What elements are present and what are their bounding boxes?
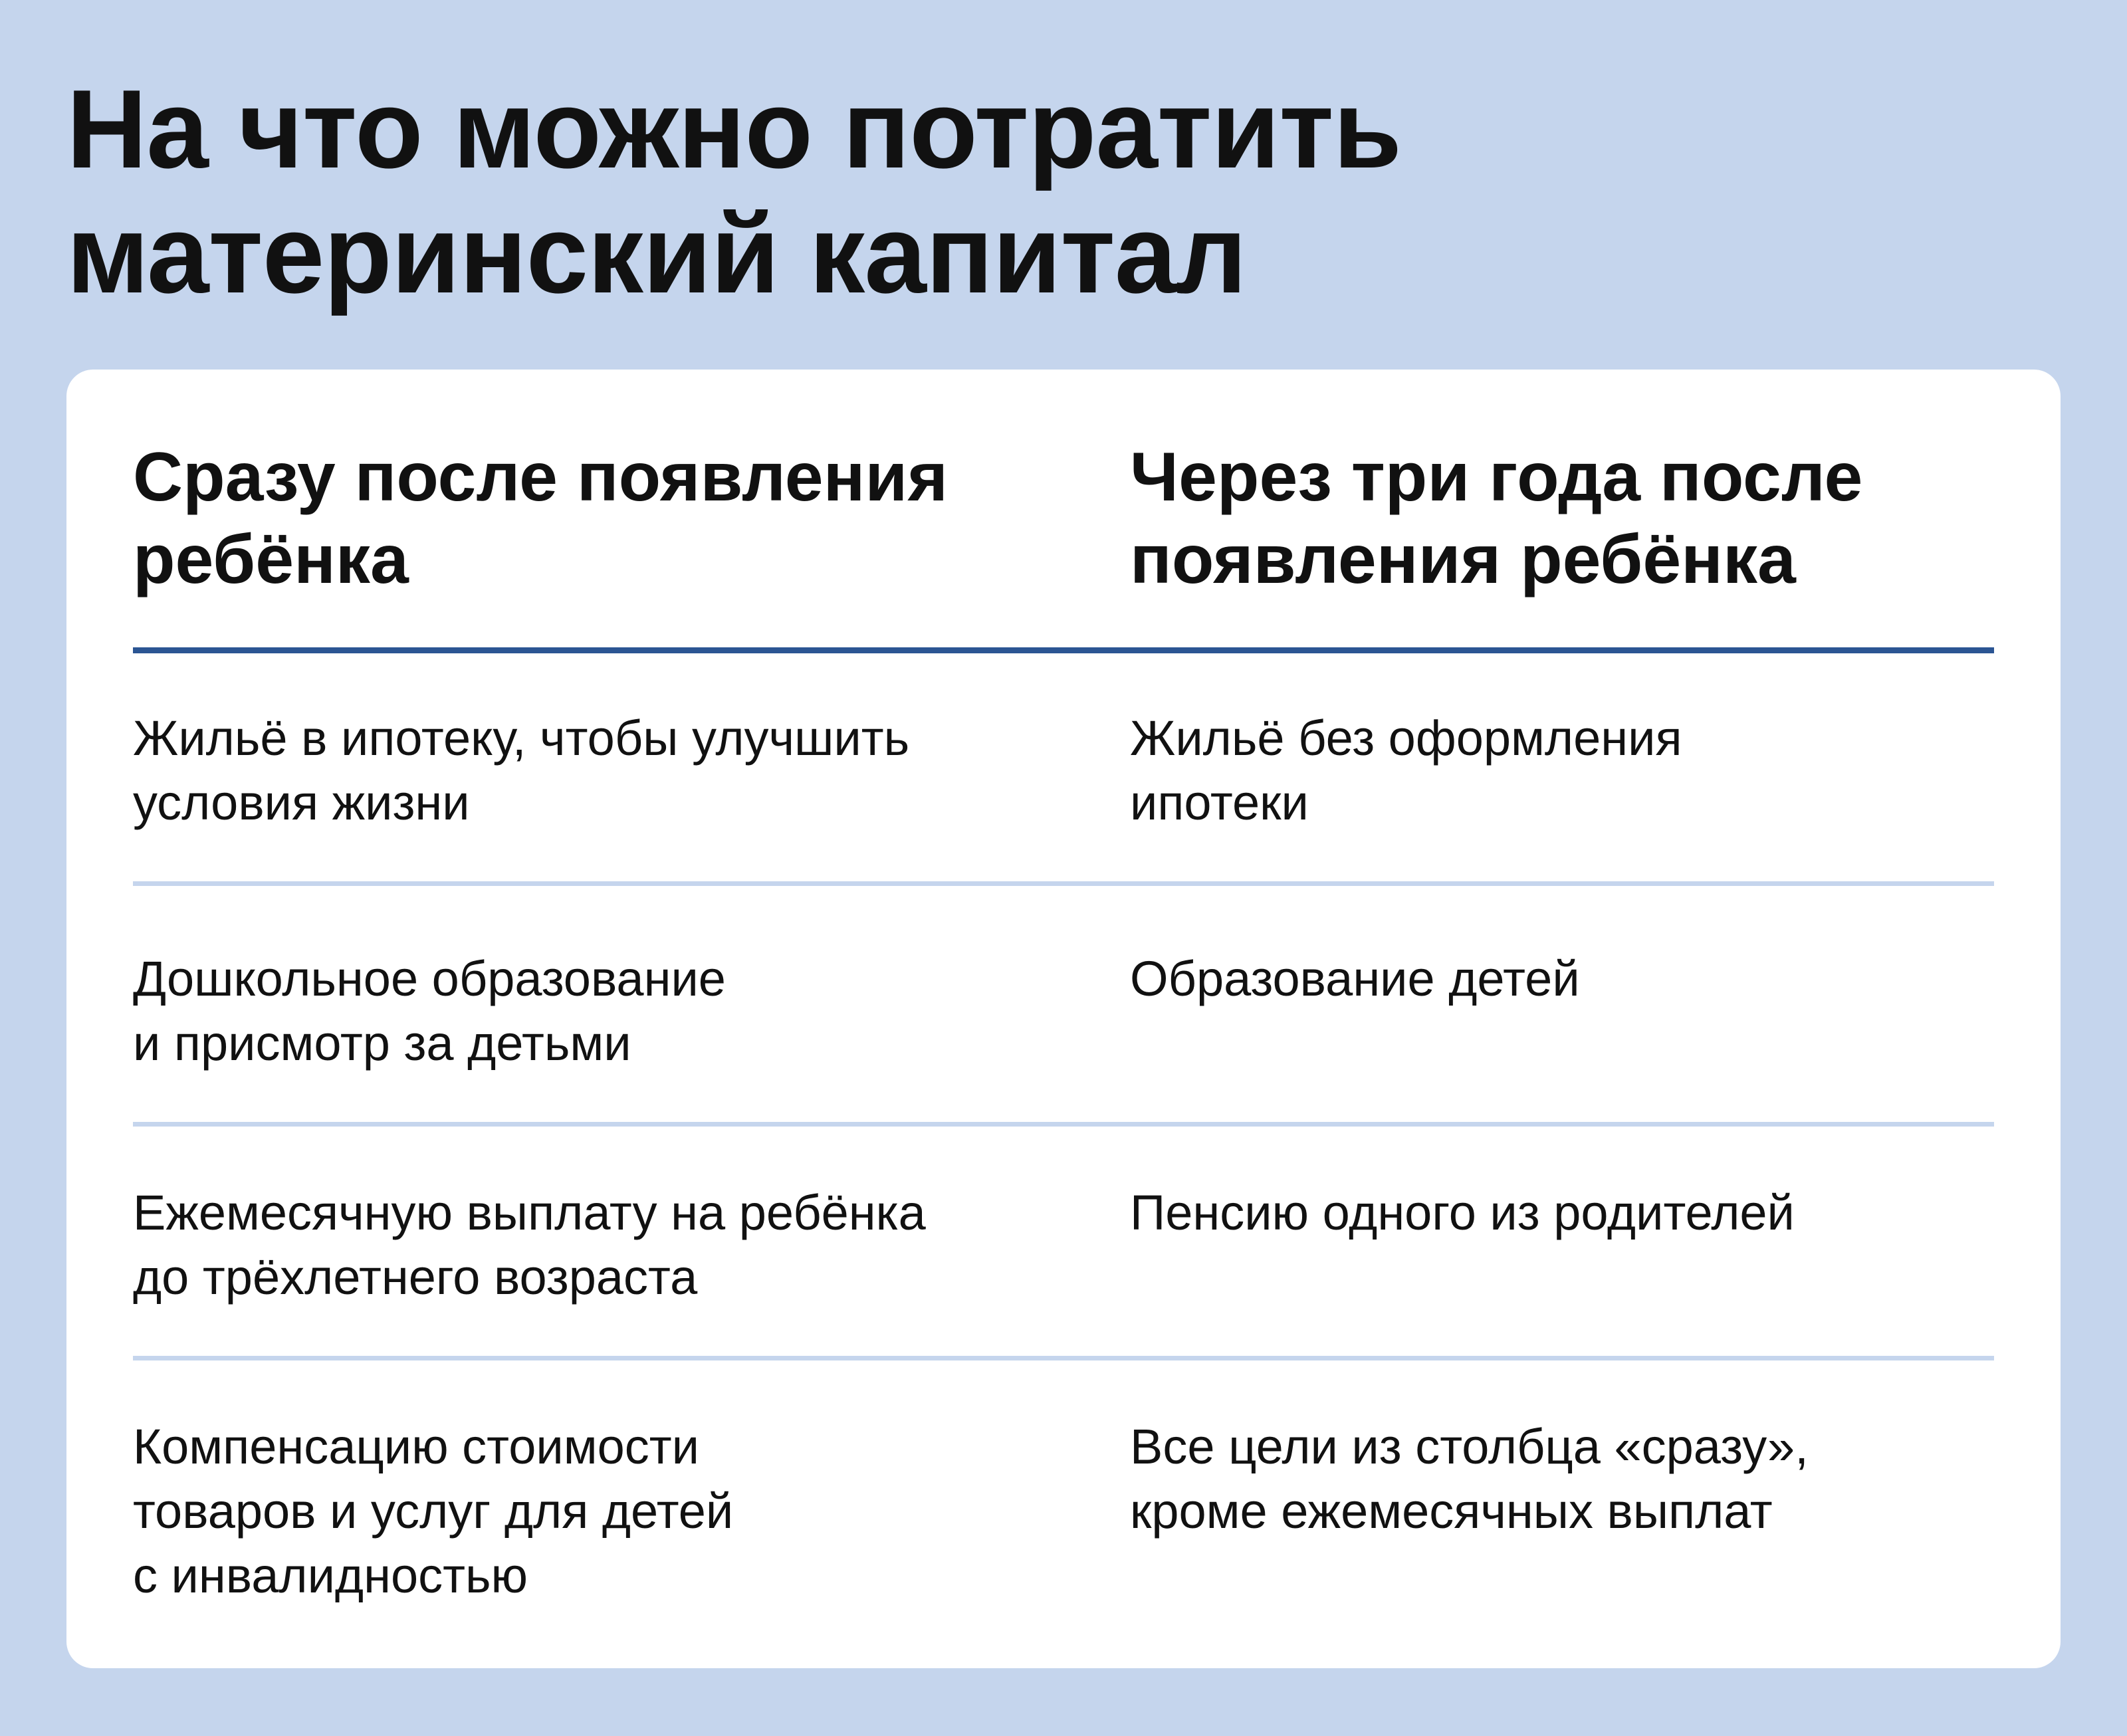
column-header-immediately: Сразу после появления ребёнка [133, 439, 949, 598]
table-cell-row2-after-three-years: Образование детей [1130, 951, 1580, 1006]
table-cell-row2-immediately: Дошкольное образование и присмотр за детьми [133, 951, 726, 1071]
table-cell-row3-after-three-years: Пенсию одного из родителей [1130, 1185, 1795, 1240]
comparison-table-card [66, 370, 2061, 1668]
column-header-after-three-years: Через три года после появления ребёнка [1130, 439, 1863, 598]
table-cell-row4-after-three-years: Все цели из столбца «сразу», кроме ежемесячных выплат [1130, 1419, 1809, 1539]
page-title: На что можно потратить материнский капитал [66, 66, 1402, 316]
table-cell-row1-after-three-years: Жильё без оформления ипотеки [1130, 710, 1682, 830]
row-divider [133, 1122, 1994, 1127]
row-divider [133, 1356, 1994, 1360]
table-cell-row3-immediately: Ежемесячную выплату на ребёнка до трёхлетнего возраста [133, 1185, 926, 1305]
row-divider [133, 881, 1994, 886]
table-cell-row1-immediately: Жильё в ипотеку, чтобы улучшить условия жизни [133, 710, 910, 830]
header-divider [133, 647, 1994, 653]
table-cell-row4-immediately: Компенсацию стоимости товаров и услуг для детей с инвалидностью [133, 1419, 734, 1603]
